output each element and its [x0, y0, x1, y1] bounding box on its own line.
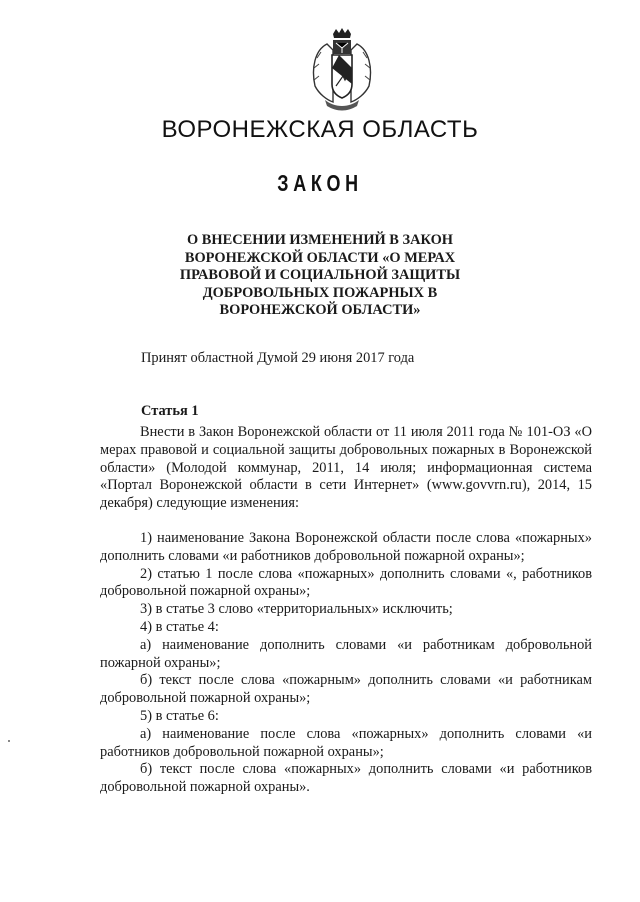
scan-speck: [8, 740, 10, 742]
law-title-line: О ВНЕСЕНИИ ИЗМЕНЕНИЙ В ЗАКОН: [187, 232, 453, 248]
article-heading: Статья 1: [141, 403, 199, 419]
list-item: 3) в статье 3 слово «территориальных» исключить;: [140, 601, 453, 618]
list-item: 1) наименование Закона Воронежской области после слова «пожарных» дополнить словами «и работников добровольной пожарной охраны»;: [100, 530, 592, 564]
list-item: б) текст после слова «пожарным» дополнить словами «и работникам добровольной пожарной охраны»;: [100, 672, 592, 707]
coat-of-arms-emblem: [307, 28, 377, 112]
list-item: б) текст после слова «пожарных» дополнить словами «и работников добровольной пожарной охраны».: [100, 761, 592, 796]
list-item: 2) статью 1 после слова «пожарных» дополнить словами «, работников добровольной пожарной охраны»;: [100, 565, 592, 600]
list-item: а) наименование после слова «пожарных» дополнить словами «и работников добровольной пожарной охраны»;: [100, 725, 592, 760]
list-item: а) наименование дополнить словами «и работникам добровольной пожарной охраны»;: [100, 636, 592, 671]
list-item: 5) в статье 6:: [140, 707, 219, 724]
law-title-line: ВОРОНЕЖСКОЙ ОБЛАСТИ»: [219, 302, 421, 318]
law-title: [150, 232, 490, 320]
article-intro-paragraph: Внести в Закон Воронежской области от 11 июля 2011 года № 101-ОЗ «О мерах правовой и социальной защиты добровольных пожарных в Воронежской области» (Молодой коммунар, 2011, 14 июля; информационная система «Портал Воронежской области в сети Интернет» (www.govvrn.ru), 2014, 15 декабря) следующие изменения:: [100, 424, 592, 512]
adoption-date-line: Принят областной Думой 29 июня 2017 года: [141, 350, 415, 366]
law-title-line: ДОБРОВОЛЬНЫХ ПОЖАРНЫХ В: [202, 284, 438, 301]
law-title-line: ВОРОНЕЖСКОЙ ОБЛАСТИ «О МЕРАХ: [184, 249, 456, 266]
amendment-list: [100, 530, 592, 797]
document-type: ЗАКОН: [277, 170, 363, 196]
region-name: ВОРОНЕЖСКАЯ ОБЛАСТЬ: [161, 116, 479, 143]
list-item: 4) в статье 4:: [140, 618, 219, 635]
law-title-line: ПРАВОВОЙ И СОЦИАЛЬНОЙ ЗАЩИТЫ: [179, 267, 461, 283]
